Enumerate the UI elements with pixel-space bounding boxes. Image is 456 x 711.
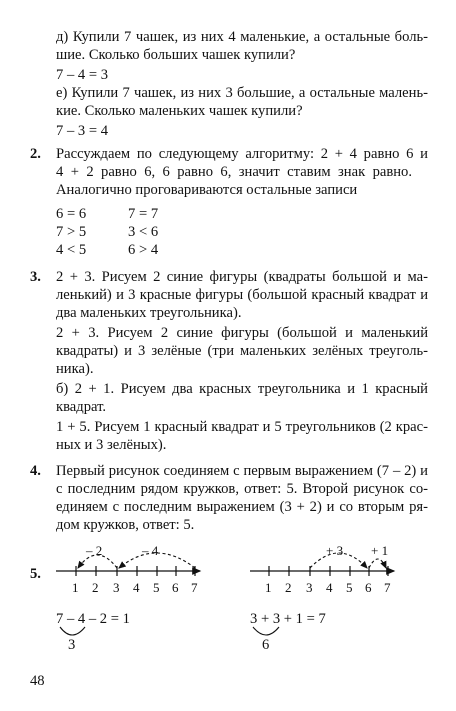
right-subresult: 6 (262, 637, 270, 653)
item1-d-equation: 7 – 4 = 3 (56, 67, 109, 83)
item4-number: 4. (30, 463, 41, 479)
item3-line: квадраты) и 3 зелёные (три маленьких зелёных треуголь- (56, 343, 428, 359)
tick-label: 2 (92, 580, 99, 595)
tick-label: 7 (384, 580, 391, 595)
item1-e-line1: е) Купили 7 чашек, из них 3 большие, а остальные малень- (56, 85, 428, 101)
left-subresult: 3 (68, 637, 76, 653)
tick-label: 1 (265, 580, 272, 595)
item2-line3: Аналогично проговариваются остальные записи (56, 182, 358, 198)
tick-label: 6 (172, 580, 179, 595)
tick-label: 2 (285, 580, 292, 595)
item4-line: единяем с последним выражением (3 + 2) и со вторым ря- (56, 499, 428, 515)
item2-number: 2. (30, 146, 41, 162)
item3-line: ника). (56, 361, 94, 377)
item3-line: квадрат. (56, 399, 107, 415)
item3-line: ленький) и 3 красные фигуры (большой красный квадрат и (56, 287, 428, 303)
comparison: 6 = 6 (56, 206, 87, 222)
page-number: 48 (30, 673, 45, 689)
grouping-brace (60, 627, 85, 635)
tick-label: 4 (133, 580, 140, 595)
item4-line: с последним рядом кружков, ответ: 5. Второй рисунок со- (56, 481, 428, 497)
comparison: 3 < 6 (128, 224, 159, 240)
item1-d-line1: д) Купили 7 чашек, из них 4 маленькие, а остальные боль- (56, 29, 428, 45)
jump-label: + 3 (326, 543, 344, 558)
item2-line2: 4 + 2 равно 6, 6 равно 6, значит ставим знак равно. (56, 164, 412, 180)
item3-line: два маленьких треугольника). (56, 305, 242, 321)
jump-label: – 4 (142, 543, 159, 558)
left-number-line (56, 543, 200, 595)
item3-number: 3. (30, 269, 41, 285)
tick-label: 3 (113, 580, 120, 595)
grouping-brace (253, 627, 279, 635)
comparison: 7 > 5 (56, 224, 87, 240)
tick-label: 4 (326, 580, 333, 595)
item3-line: б) 2 + 1. Рисуем два красных треугольника и 1 красный (56, 381, 428, 397)
right-number-line (250, 543, 394, 595)
item1-e-equation: 7 – 3 = 4 (56, 123, 109, 139)
item3-line: 2 + 3. Рисуем 2 синие фигуры (квадраты большой и ма- (56, 269, 428, 285)
right-expression-part: 3 + 3 (250, 611, 281, 627)
left-expression-part: 7 – 4 (56, 611, 86, 627)
jump-label: + 1 (371, 543, 389, 558)
item3-line: ных и 3 зелёных). (56, 437, 167, 453)
tick-label: 5 (153, 580, 160, 595)
jump-arc (369, 559, 386, 568)
comparison: 6 > 4 (128, 242, 159, 258)
right-expression (250, 610, 326, 628)
comparison: 7 = 7 (128, 206, 159, 222)
comparison: 4 < 5 (56, 242, 87, 258)
right-expression-rest: + 1 = 7 (280, 611, 326, 627)
item3-line: 2 + 3. Рисуем 2 синие фигуры (большой и маленький (56, 325, 428, 341)
tick-label: 6 (365, 580, 372, 595)
item5-number: 5. (30, 566, 41, 582)
item2-line1: Рассуждаем по следующему алгоритму: 2 + 4 равно 6 и (56, 146, 428, 162)
tick-label: 3 (306, 580, 313, 595)
left-expression-rest: – 2 = 1 (85, 611, 130, 627)
item3-line: 1 + 5. Рисуем 1 красный квадрат и 5 треугольников (2 крас- (56, 419, 428, 435)
tick-label: 7 (191, 580, 198, 595)
item1-e-line2: кие. Сколько маленьких чашек купили? (56, 103, 303, 119)
item4-line: дом кружков, ответ: 5. (56, 517, 195, 533)
item1-d-line2: шие. Сколько больших чашек купили? (56, 47, 296, 63)
item4-line: Первый рисунок соединяем с первым выражением (7 – 2) и (56, 463, 428, 479)
tick-label: 5 (346, 580, 353, 595)
tick-label: 1 (72, 580, 79, 595)
left-expression (56, 610, 130, 628)
jump-label: – 2 (86, 543, 103, 558)
